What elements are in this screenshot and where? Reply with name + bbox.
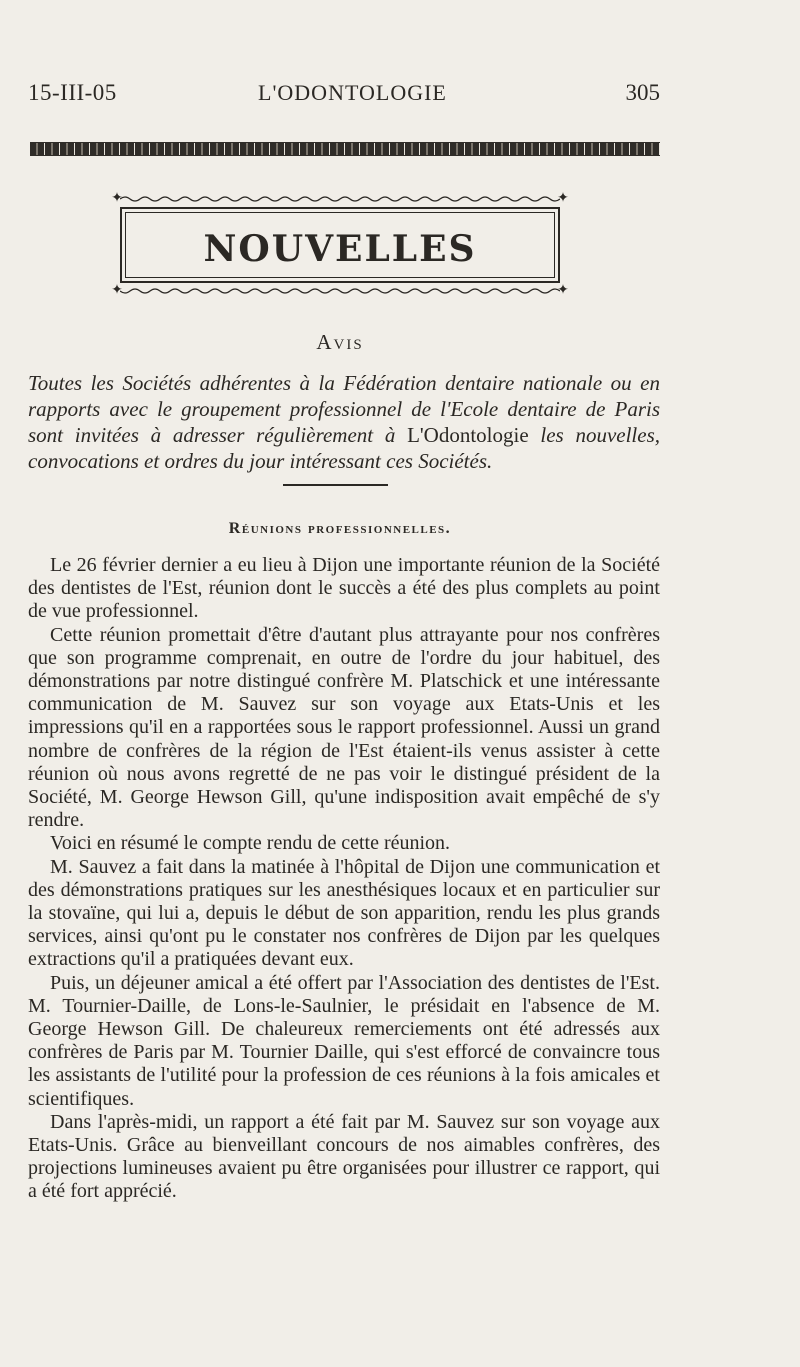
reunions-heading: Réunions professionnelles.	[228, 520, 452, 537]
avis-notice	[28, 370, 660, 474]
paragraph: Cette réunion promettait d'être d'autant plus attrayante pour nos confrères que son programme comprenait, en outre de l'ordre du jour habituel, des démonstrations par notre distingué confrère M. Platschick et une intéressante communication de M. Sauvez sur son voyage aux Etats-Unis et les impressions qu'il en a rapportées sous le rapport professionnel. Aussi un grand nombre de confrères de la région de l'Est étaient-ils venus assister à cette réunion où nous avons regretté de ne pas voir le distingué président de la Société, M. George Hewson Gill, qu'une indisposition avait empêché de s'y rendre.	[28, 623, 660, 832]
section-title: NOUVELLES	[203, 228, 477, 270]
issue-date: 15-III-05	[28, 80, 117, 105]
corner-ornament-icon: ✦	[111, 283, 123, 298]
avis-text-after: les nouvelles, convocations et ordres du jour intéressant ces Sociétés.	[28, 423, 660, 473]
avis-text-before: Toutes les Sociétés adhérentes à la Fédération dentaire nationale ou en rapports avec le groupement professionnel de l'Ecole dentaire de Paris sont invitées à adresser régulièrement à	[28, 371, 660, 447]
paragraph: Le 26 février dernier a eu lieu à Dijon une importante réunion de la Société des dentistes de l'Est, réunion dont le succès a été des plus complets au point de vue professionnel.	[28, 554, 660, 623]
corner-ornament-icon: ✦	[557, 191, 569, 206]
corner-ornament-icon: ✦	[557, 283, 569, 298]
reunions-body	[28, 554, 660, 1204]
section-title-frame	[110, 191, 570, 298]
running-head	[28, 80, 660, 112]
paragraph: Puis, un déjeuner amical a été offert par l'Association des dentistes de l'Est. M. Tournier-Daille, de Lons-le-Saulnier, le présidait en l'absence de M. George Hewson Gill. De chaleureux remerciements ont été adressés aux confrères de Paris par M. Tournier Daille, qui s'est efforcé de convaincre tous les assistants de l'utilité pour la profession de ces réunions à la fois amicales et scientifiques.	[28, 971, 660, 1110]
page-number: 305	[625, 80, 660, 105]
paragraph: Dans l'après-midi, un rapport a été fait par M. Sauvez sur son voyage aux Etats-Unis. Grâce au bienveillant concours de nos aimables confrères, des projections lumineuses avaient pu être organisées pour illustrer ce rapport, qui a été fort apprécié.	[28, 1110, 660, 1203]
ornamental-band	[30, 142, 660, 156]
wavy-border-bottom	[120, 287, 560, 295]
corner-ornament-icon: ✦	[111, 191, 123, 206]
paragraph: Voici en résumé le compte rendu de cette réunion.	[50, 832, 451, 855]
avis-journal-name: L'Odontologie	[407, 423, 529, 447]
section-divider	[283, 484, 388, 486]
avis-heading: Avis	[316, 330, 364, 354]
wavy-border-top	[120, 195, 560, 203]
paragraph: M. Sauvez a fait dans la matinée à l'hôpital de Dijon une communication et des démonstrations pratiques sur les anesthésiques locaux et en particulier sur la stovaïne, qui lui a, depuis le début de son apparition, rendu les plus grands services, ainsi qu'ont pu le constater nos confrères de Dijon par les quelques extractions qu'il a pratiquées devant eux.	[28, 855, 660, 971]
journal-title: L'ODONTOLOGIE	[258, 80, 447, 105]
